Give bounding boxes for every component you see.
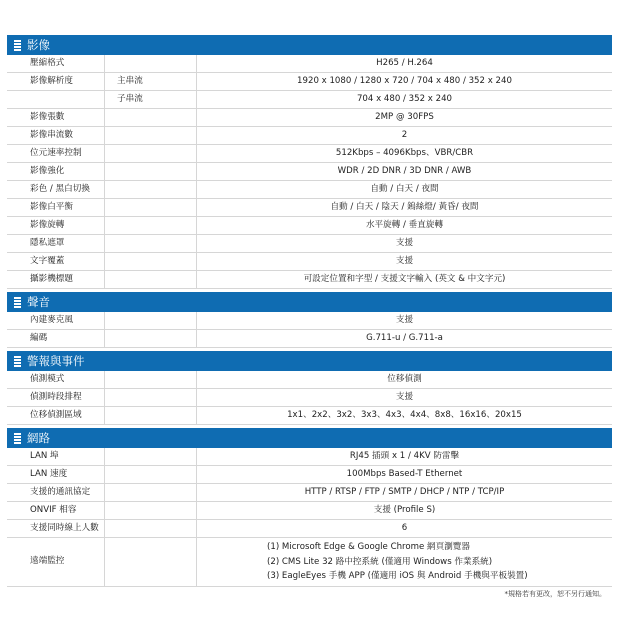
spec-value: 可設定位置和字型 / 支援文字輸入 (英文 & 中文字元) [303,274,506,284]
spec-label: ONVIF 相容 [7,502,105,519]
spec-label: 遠端監控 [7,538,105,586]
spec-row [7,389,612,407]
spec-row [7,271,612,289]
section-header-network [7,428,612,448]
section-title: 影像 [27,38,50,52]
spec-row [7,253,612,271]
section-header-video [7,35,612,55]
spec-sheet [7,35,612,599]
video-rows [7,55,612,289]
spec-label: 影像強化 [7,163,105,180]
spec-value: HTTP / RTSP / FTP / SMTP / DHCP / NTP / TCP/IP [304,487,505,497]
spec-label [7,91,105,108]
spec-sublabel [105,217,197,234]
remote-line: (1) Microsoft Edge & Google Chrome 網頁瀏覽器 [267,542,470,552]
spec-label: 位元速率控制 [7,145,105,162]
spec-sublabel: 主串流 [105,73,197,90]
spec-sublabel [105,163,197,180]
spec-row [7,55,612,73]
spec-row [7,91,612,109]
spec-row [7,484,612,502]
section-title: 網路 [27,431,50,445]
spec-sublabel [105,199,197,216]
spec-row [7,217,612,235]
spec-value: RJ45 插頭 x 1 / 4KV 防雷擊 [349,451,460,461]
spec-row-remote [7,538,612,587]
list-icon [14,356,21,367]
spec-label: 支援同時線上人數 [7,520,105,537]
spec-sublabel [105,127,197,144]
spec-sublabel [105,371,197,388]
spec-row [7,502,612,520]
spec-row [7,330,612,348]
spec-row [7,163,612,181]
spec-value: 自動 / 白天 / 陰天 / 鎢絲燈/ 黃昏/ 夜間 [330,202,479,212]
spec-row [7,407,612,425]
spec-value: 位移偵測 [387,374,422,384]
footnote: *規格若有更改，恕不另行通知。 [504,589,606,598]
section-title: 警報與事件 [27,354,85,368]
spec-row [7,466,612,484]
spec-value: 水平旋轉 / 垂直旋轉 [365,220,444,230]
spec-sublabel: 子串流 [105,91,197,108]
spec-label: 影像張數 [7,109,105,126]
spec-sublabel [105,484,197,501]
spec-value: 512Kbps – 4096Kbps、VBR/CBR [335,148,474,158]
spec-sublabel [105,55,197,72]
spec-row [7,235,612,253]
network-rows [7,448,612,538]
spec-row [7,312,612,330]
spec-label: 壓縮格式 [7,55,105,72]
spec-sublabel [105,235,197,252]
spec-value: G.711-u / G.711-a [366,333,443,343]
section-header-alarm [7,351,612,371]
spec-value: 支援 (Profile S) [373,505,436,515]
spec-row [7,145,612,163]
spec-sublabel [105,407,197,424]
spec-label: 影像白平衡 [7,199,105,216]
spec-row [7,520,612,538]
section-title: 聲音 [27,295,50,309]
spec-label: 影像旋轉 [7,217,105,234]
spec-label: 編碼 [7,330,105,347]
spec-row [7,448,612,466]
list-icon [14,297,21,308]
spec-value: 704 x 480 / 352 x 240 [356,94,453,104]
spec-value: 100Mbps Based-T Ethernet [346,469,463,479]
spec-value: 支援 [395,238,414,248]
spec-label: 彩色 / 黑白切換 [7,181,105,198]
spec-label: LAN 速度 [7,466,105,483]
spec-sublabel [105,109,197,126]
spec-label: 隱私遮罩 [7,235,105,252]
spec-label: 文字覆蓋 [7,253,105,270]
spec-value: 支援 [395,256,414,266]
spec-value: 1x1、2x2、3x2、3x3、4x3、4x4、8x8、16x16、20x15 [287,410,522,420]
spec-sublabel [105,448,197,465]
spec-value: 自動 / 白天 / 夜間 [370,184,439,194]
section-header-audio [7,292,612,312]
spec-label: LAN 埠 [7,448,105,465]
spec-row [7,181,612,199]
remote-line: (2) CMS Lite 32 路中控系統 (僅適用 Windows 作業系統) [267,556,493,567]
spec-value: WDR / 2D DNR / 3D DNR / AWB [337,166,472,176]
spec-value: 支援 [395,392,414,402]
spec-sublabel [105,389,197,406]
spec-sublabel [105,312,197,329]
spec-value: 支援 [395,315,414,325]
spec-value: 6 [401,523,408,533]
spec-value: 2 [401,130,408,140]
spec-value: H265 / H.264 [376,58,433,68]
spec-sublabel [105,271,197,288]
spec-value [197,538,612,586]
spec-label: 偵測時段排程 [7,389,105,406]
alarm-rows [7,371,612,425]
list-icon [14,40,21,51]
spec-label: 位移偵測區域 [7,407,105,424]
spec-label: 攝影機標題 [7,271,105,288]
spec-label: 支援的通訊協定 [7,484,105,501]
audio-rows [7,312,612,348]
spec-sublabel [105,145,197,162]
list-icon [14,433,21,444]
spec-value: 1920 x 1080 / 1280 x 720 / 704 x 480 / 352 x 240 [297,76,512,86]
spec-sublabel [105,181,197,198]
spec-label: 偵測模式 [7,371,105,388]
spec-sublabel [105,466,197,483]
spec-row [7,127,612,145]
spec-row [7,73,612,91]
spec-sublabel [105,253,197,270]
spec-sublabel [105,520,197,537]
spec-label: 影像串流數 [7,127,105,144]
spec-row [7,109,612,127]
spec-label: 內建麥克風 [7,312,105,329]
spec-row [7,199,612,217]
spec-label: 影像解析度 [7,73,105,90]
spec-sublabel [105,538,197,586]
spec-row [7,371,612,389]
spec-sublabel [105,502,197,519]
spec-value: 2MP @ 30FPS [375,112,434,122]
remote-line: (3) EagleEyes 手機 APP (僅適用 iOS 與 Android 手機與平板裝置) [267,571,528,581]
spec-sublabel [105,330,197,347]
